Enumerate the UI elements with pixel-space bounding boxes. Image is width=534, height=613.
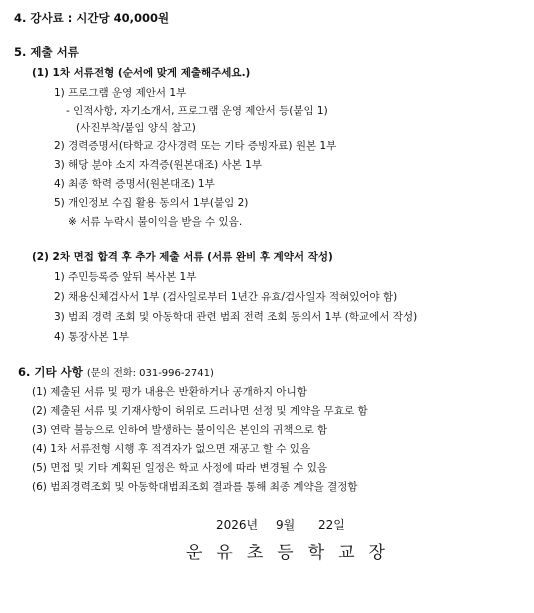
date-day: 22일 — [318, 518, 345, 532]
subsection-2-title: (2) 2차 면접 합격 후 추가 제출 서류 (서류 완비 후 계약서 작성) — [32, 251, 333, 263]
list-item: (1) 제출된 서류 및 평가 내용은 반환하거나 공개하지 아니함 — [32, 386, 307, 398]
list-item: 3) 해당 분야 소지 자격증(원본대조) 사본 1부 — [54, 159, 262, 171]
note: ※ 서류 누락시 불이익을 받을 수 있음. — [68, 216, 243, 228]
contact-phone: (문의 전화: 031-996-2741) — [86, 368, 214, 379]
list-item: (3) 연락 불능으로 인하여 발생하는 불이익은 본인의 귀책으로 함 — [32, 424, 328, 436]
list-item: (5) 면접 및 기타 계획된 일정은 학교 사정에 따라 변경될 수 있음 — [32, 462, 328, 474]
list-item: 4) 통장사본 1부 — [54, 331, 129, 343]
section-5-title: 5. 제출 서류 — [14, 45, 79, 59]
list-item: (사진부착/붙임 양식 참고) — [76, 122, 196, 134]
section-6-title: 6. 기타 사항 — [18, 365, 83, 379]
list-item: 3) 범죄 경력 조회 및 아동학대 관련 범죄 전력 조회 동의서 1부 (학교에서 작성) — [54, 311, 418, 323]
list-item: (6) 범죄경력조회 및 아동학대범죄조회 결과를 통해 최종 계약을 결정함 — [32, 481, 358, 493]
list-item: 1) 프로그램 운영 제안서 1부 — [54, 87, 187, 99]
list-item: 2) 채용신체검사서 1부 (검사일로부터 1년간 유효/검사일자 적혀있어야 함) — [54, 291, 398, 303]
date-year: 2026년 — [216, 518, 259, 532]
list-item: (4) 1차 서류전형 시행 후 적격자가 없으면 재공고 할 수 있음 — [32, 443, 311, 455]
list-item: 4) 최종 학력 증명서(원본대조) 1부 — [54, 178, 215, 190]
list-item: 5) 개인정보 수집 활용 동의서 1부(붙임 2) — [54, 197, 249, 209]
section-6-heading — [18, 365, 214, 381]
principal-signature: 운유초등학교장 — [186, 543, 399, 563]
subsection-1-title: (1) 1차 서류전형 (순서에 맞게 제출해주세요.) — [32, 67, 251, 79]
list-item: (2) 제출된 서류 및 기재사항이 허위로 드러나면 선정 및 계약을 무효로 함 — [32, 405, 368, 417]
list-item: 1) 주민등록증 앞뒤 복사본 1부 — [54, 271, 197, 283]
list-item: - 인적사항, 자기소개서, 프로그램 운영 제안서 등(붙임 1) — [66, 105, 328, 117]
section-4-title: 4. 강사료 : 시간당 40,000원 — [14, 11, 170, 25]
date-month: 9월 — [276, 518, 296, 532]
list-item: 2) 경력증명서(타학교 강사경력 또는 기타 증빙자료) 원본 1부 — [54, 140, 337, 152]
